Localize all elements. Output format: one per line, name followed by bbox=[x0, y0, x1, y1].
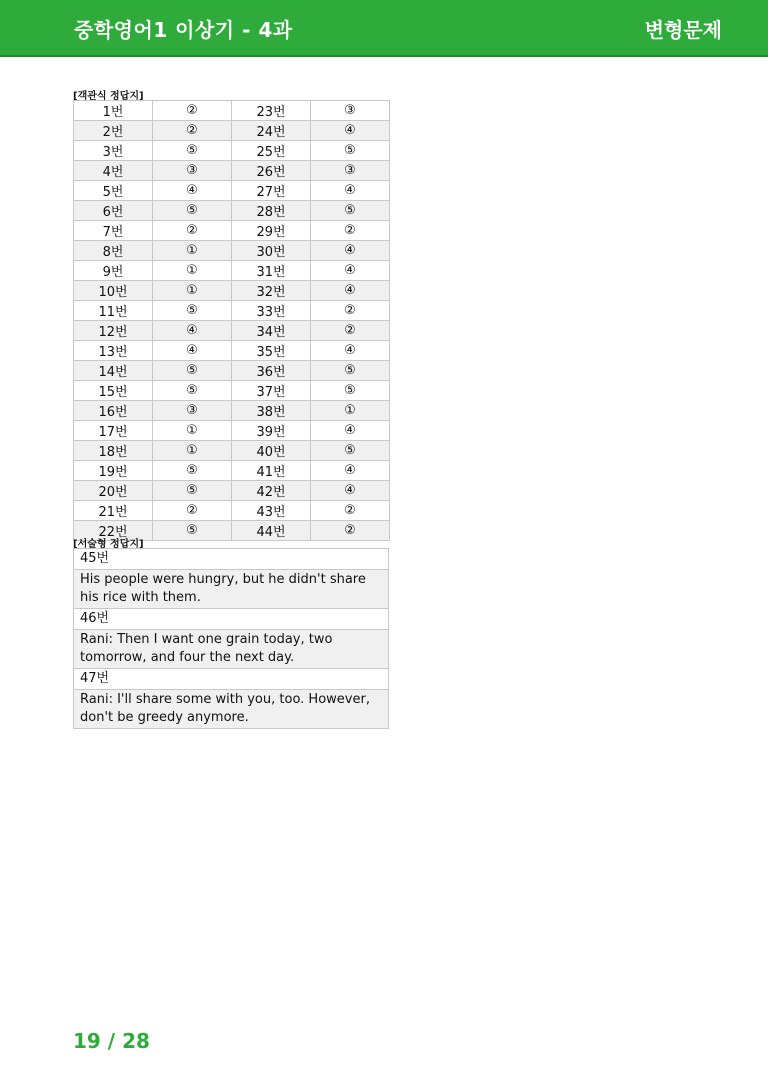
written-section-label: [서술형 정답지] bbox=[73, 539, 144, 550]
question-number: 33번 bbox=[232, 301, 311, 321]
table-row bbox=[74, 301, 390, 321]
table-row bbox=[74, 161, 390, 181]
table-row bbox=[74, 361, 390, 381]
answer-choice: ⑤ bbox=[311, 381, 390, 401]
table-row bbox=[74, 321, 390, 341]
answer-choice: ⑤ bbox=[153, 461, 232, 481]
question-number: 24번 bbox=[232, 121, 311, 141]
answer-choice: ③ bbox=[153, 401, 232, 421]
question-number: 34번 bbox=[232, 321, 311, 341]
table-row bbox=[74, 241, 390, 261]
question-number: 32번 bbox=[232, 281, 311, 301]
answer-choice: ④ bbox=[311, 421, 390, 441]
table-row bbox=[74, 141, 390, 161]
question-number: 21번 bbox=[74, 501, 153, 521]
answer-choice: ⑤ bbox=[153, 361, 232, 381]
table-row bbox=[74, 481, 390, 501]
question-number: 47번 bbox=[74, 669, 389, 690]
table-row bbox=[74, 121, 390, 141]
answer-choice: ② bbox=[311, 221, 390, 241]
table-row bbox=[74, 690, 389, 729]
answer-choice: ② bbox=[153, 101, 232, 121]
mc-section-label: [객관식 정답지] bbox=[73, 91, 144, 102]
answer-choice: ② bbox=[153, 501, 232, 521]
answer-choice: ⑤ bbox=[153, 301, 232, 321]
question-number: 7번 bbox=[74, 221, 153, 241]
document-title: 중학영어1 이상기 - 4과 bbox=[74, 18, 293, 42]
question-number: 16번 bbox=[74, 401, 153, 421]
question-number: 46번 bbox=[74, 609, 389, 630]
question-number: 8번 bbox=[74, 241, 153, 261]
answer-choice: ③ bbox=[311, 101, 390, 121]
question-number: 26번 bbox=[232, 161, 311, 181]
answer-choice: ② bbox=[311, 501, 390, 521]
table-row bbox=[74, 221, 390, 241]
table-row bbox=[74, 570, 389, 609]
answer-choice: ④ bbox=[153, 341, 232, 361]
question-number: 44번 bbox=[232, 521, 311, 541]
question-number: 3번 bbox=[74, 141, 153, 161]
answer-choice: ② bbox=[153, 121, 232, 141]
question-number: 25번 bbox=[232, 141, 311, 161]
question-number: 12번 bbox=[74, 321, 153, 341]
answer-choice: ⑤ bbox=[153, 201, 232, 221]
answer-choice: ④ bbox=[311, 461, 390, 481]
answer-choice: ④ bbox=[311, 341, 390, 361]
table-row bbox=[74, 441, 390, 461]
question-number: 19번 bbox=[74, 461, 153, 481]
table-row bbox=[74, 549, 389, 570]
answer-choice: ② bbox=[311, 321, 390, 341]
question-number: 4번 bbox=[74, 161, 153, 181]
question-number: 28번 bbox=[232, 201, 311, 221]
answer-choice: ① bbox=[153, 241, 232, 261]
answer-choice: ⑤ bbox=[311, 141, 390, 161]
answer-choice: ④ bbox=[311, 281, 390, 301]
answer-choice: ⑤ bbox=[153, 481, 232, 501]
table-row bbox=[74, 461, 390, 481]
answer-choice: ① bbox=[153, 261, 232, 281]
question-number: 31번 bbox=[232, 261, 311, 281]
question-number: 13번 bbox=[74, 341, 153, 361]
question-number: 1번 bbox=[74, 101, 153, 121]
question-number: 15번 bbox=[74, 381, 153, 401]
question-number: 5번 bbox=[74, 181, 153, 201]
question-number: 10번 bbox=[74, 281, 153, 301]
answer-choice: ④ bbox=[311, 481, 390, 501]
table-row bbox=[74, 630, 389, 669]
question-number: 23번 bbox=[232, 101, 311, 121]
table-row bbox=[74, 421, 390, 441]
table-row bbox=[74, 181, 390, 201]
question-number: 20번 bbox=[74, 481, 153, 501]
answer-choice: ③ bbox=[311, 161, 390, 181]
question-number: 35번 bbox=[232, 341, 311, 361]
answer-choice: ④ bbox=[153, 321, 232, 341]
question-number: 43번 bbox=[232, 501, 311, 521]
answer-choice: ⑤ bbox=[311, 361, 390, 381]
question-number: 37번 bbox=[232, 381, 311, 401]
question-number: 9번 bbox=[74, 261, 153, 281]
question-number: 40번 bbox=[232, 441, 311, 461]
answer-text: Rani: I'll share some with you, too. However, don't be greedy anymore. bbox=[74, 690, 389, 729]
question-number: 30번 bbox=[232, 241, 311, 261]
answer-choice: ② bbox=[153, 221, 232, 241]
answer-choice: ④ bbox=[311, 241, 390, 261]
answer-choice: ① bbox=[153, 441, 232, 461]
question-number: 27번 bbox=[232, 181, 311, 201]
table-row bbox=[74, 261, 390, 281]
question-number: 17번 bbox=[74, 421, 153, 441]
table-row bbox=[74, 281, 390, 301]
answer-text: Rani: Then I want one grain today, two tomorrow, and four the next day. bbox=[74, 630, 389, 669]
question-number: 38번 bbox=[232, 401, 311, 421]
answer-choice: ⑤ bbox=[153, 521, 232, 541]
question-number: 11번 bbox=[74, 301, 153, 321]
answer-choice: ⑤ bbox=[153, 381, 232, 401]
question-number: 41번 bbox=[232, 461, 311, 481]
table-row bbox=[74, 401, 390, 421]
answer-choice: ④ bbox=[311, 261, 390, 281]
table-row bbox=[74, 381, 390, 401]
answer-choice: ① bbox=[311, 401, 390, 421]
written-answer-table bbox=[73, 548, 389, 729]
question-number: 14번 bbox=[74, 361, 153, 381]
answer-choice: ⑤ bbox=[311, 441, 390, 461]
answer-choice: ④ bbox=[311, 181, 390, 201]
table-row bbox=[74, 501, 390, 521]
question-number: 42번 bbox=[232, 481, 311, 501]
answer-choice: ⑤ bbox=[153, 141, 232, 161]
table-row bbox=[74, 101, 390, 121]
answer-choice: ③ bbox=[153, 161, 232, 181]
answer-choice: ④ bbox=[153, 181, 232, 201]
answer-choice: ② bbox=[311, 301, 390, 321]
page-header bbox=[0, 0, 768, 57]
question-number: 2번 bbox=[74, 121, 153, 141]
answer-choice: ① bbox=[153, 281, 232, 301]
question-number: 45번 bbox=[74, 549, 389, 570]
table-row bbox=[74, 201, 390, 221]
question-number: 18번 bbox=[74, 441, 153, 461]
answer-choice: ⑤ bbox=[311, 201, 390, 221]
table-row bbox=[74, 669, 389, 690]
answer-text: His people were hungry, but he didn't share his rice with them. bbox=[74, 570, 389, 609]
question-number: 22번 bbox=[74, 521, 153, 541]
question-number: 39번 bbox=[232, 421, 311, 441]
answer-choice: ② bbox=[311, 521, 390, 541]
answer-choice: ① bbox=[153, 421, 232, 441]
question-number: 29번 bbox=[232, 221, 311, 241]
document-type-label: 변형문제 bbox=[644, 18, 722, 42]
table-row bbox=[74, 341, 390, 361]
page-number: 19 / 28 bbox=[73, 1029, 150, 1053]
question-number: 6번 bbox=[74, 201, 153, 221]
table-row bbox=[74, 609, 389, 630]
mc-answer-table bbox=[73, 100, 390, 541]
question-number: 36번 bbox=[232, 361, 311, 381]
answer-choice: ④ bbox=[311, 121, 390, 141]
